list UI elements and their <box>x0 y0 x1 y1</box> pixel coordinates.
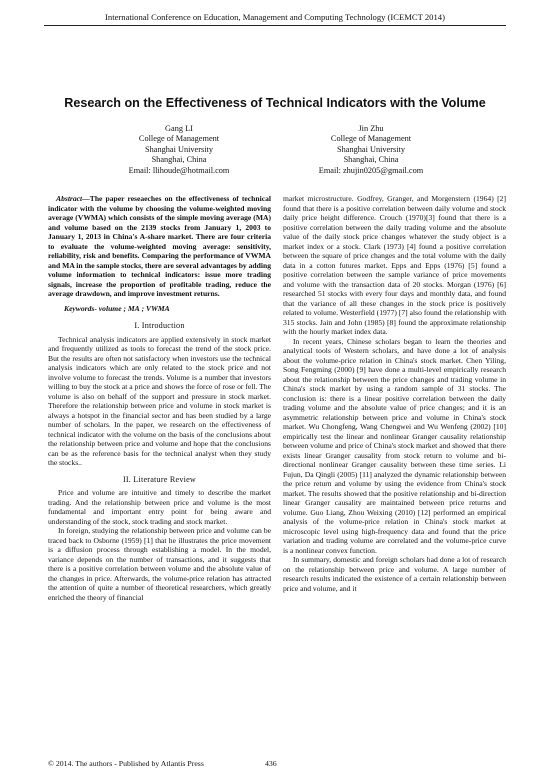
paper-title: Research on the Effectiveness of Technical Indicators with the Volume <box>64 96 486 110</box>
section-heading-introduction: I. Introduction <box>134 321 185 330</box>
author-name: Jin Zhu <box>358 124 384 133</box>
header-divider <box>44 25 506 26</box>
body-paragraph: Technical analysis indicators are applied extensively in stock market and frequently utilized as tools to forecast the trend of the stock price. But the results are often not satisfactory when investors use the technical analysis indicators which are only related to the stock price and not involve volume to forecast the trends. Volume is a number that investors willing to buy the stock at a price and shows the force of rose or fell. The volume is also on behalf of the support and pressure in stock market. Therefore the relationship between price and volume in stock market is always a hotspot in the financial sector and has been studied by a large number of scholars. In the paper, we research on the effectiveness of technical indicator with the volume on the basis of the conclusions about the relationship between price and volume and hope that the conclusions can be as the reference basis for the technical analyst when they study the stocks.. <box>48 334 271 467</box>
abstract <box>48 194 271 299</box>
author-email: Email: zhujin0205@gmail.com <box>318 165 424 175</box>
author-name: Gang LI <box>165 124 193 133</box>
author-university: Shanghai University <box>337 144 405 154</box>
body-paragraph: In summary, domestic and foreign scholars had done a lot of research on the relationship between price and volume. A large number of research results indicated the existence of a certain relationship between price and volume, and it <box>283 555 506 593</box>
body-paragraph: market microstructure. Godfrey, Granger, and Morgenstern (1964) [2] found that there is a positive correlation between daily volume and stock daily price height difference. Crouch (1970)[3] found that there is a positive correlation between the daily trading volume and the absolute value of the daily stock price changes whatever the study object is a market index or a stock. Clark (1973) [4] found a positive correlation between the square of price changes and the total volume with the daily data in a cotton futures market. Epps and Epps (1976) [5] found a positive correlation between the sample variance of price movements and volume with the transaction data of 20 stocks. Morgan (1976) [6] researched 51 stocks with every four days and monthly data, and found that the variance of all these changes in the stock price is positively related to volume. Westerfield (1977) [7] also found the relationship with 315 stocks. Jain and John (1985) [8] found the approximate relationship with the hourly market index data. <box>283 194 506 336</box>
author-location: Shanghai, China <box>151 155 207 165</box>
author-email: Email: llihoude@hotmail.com <box>128 165 230 175</box>
copyright-footer: © 2014. The authors - Published by Atlantis Press <box>48 759 204 768</box>
author-department: College of Management <box>330 134 412 144</box>
section-heading-literature-review: II. Literature Review <box>122 474 197 484</box>
author-department: College of Management <box>138 134 220 144</box>
author-block-1 <box>79 124 279 176</box>
author-university: Shanghai University <box>145 144 213 154</box>
right-column <box>283 194 506 593</box>
left-column <box>48 194 271 602</box>
page-number: 436 <box>265 759 277 768</box>
keywords: Keywords- volume ; MA ; VWMA <box>64 303 170 313</box>
author-location: Shanghai, China <box>343 155 399 165</box>
abstract-label: Abstract <box>56 194 83 203</box>
body-paragraph: In recent years, Chinese scholars began to learn the theories and analytical tools of Western scholars, and have done a lot of analysis about the volume-price relation in China's stock market. Chen Yiling, Song Fengming (2000) [9] have done a multi-level empirically research about the relationship between the price changes and trading volume in China's stock market by using a random sample of 31 stocks. The conclusion is: there is a linear positive correlation between the daily trading volume and the absolute value of price changes; and it is an asymmetric relationship between price and volume in China's stock market. Wu Chongfeng, Wang Chengwei and Wu Wenfeng (2002) [10] empirically test the linear and nonlinear Granger causality relationship between volume and price of China's stock market and showed that there exists linear Granger causality from stock return to volume and bi-directional nonlinear Granger causality between these time series. Li Fujun, Da Qingli (2005) [11] analyzed the dynamic relationship between the price return and volume by using the evidence from China's stock market. The results showed that the positive relationship and bi-direction linear Granger causality are maintained between price returns and volume. Guo Liang, Zhou Weixing (2010) [12] performed an empirical analysis of the volume-price relation in China's stock market at microscopic level using high-frequency data and found that the price variation and trading volume are correlated and the volume-price curve is a nonlinear convex function. <box>283 336 506 555</box>
body-paragraph: Price and volume are intuitive and timely to describe the market trading. And the relationship between price and volume is the most fundamental and important entry point for being aware and understanding of the stock, stock trading and stock market. <box>48 488 271 526</box>
body-paragraph: In foreign, studying the relationship between price and volume can be traced back to Osborne (1959) [1] that he illustrates the price movement is a diffusion process through establishing a model. In the model, variance depends on the number of transactions, and it suggests that there is a positive correlation between volume and the absolute value of the changes in price. Afterwards, the volume-price relation has attracted the attention of quite a number of theoretical researchers, which greatly enriched the theory of financial <box>48 526 271 602</box>
conference-header: International Conference on Education, Management and Computing Technology (ICEMCT 2014) <box>105 12 445 22</box>
abstract-text: —The paper reseaeches on the effectiveness of technical indicator with the volume by choosing the volume-weighted moving average (VWMA) which consists of the simple moving average (MA) and volume based on the 2139 stocks from January 1, 2003 to January 1, 2013 in China's A-share market. There are four criteria to evaluate the volume-weighted moving average: sensitivity, reliability, risk and benefits. Comparing the performance of VWMA and MA in the sample stocks, there are several advantages by adding volume information to technical indicators: issue more trading signals, increase the proportion of profitable trading, reduce the average drawdown, and improve investment returns. <box>48 194 271 298</box>
author-block-2 <box>271 124 471 176</box>
